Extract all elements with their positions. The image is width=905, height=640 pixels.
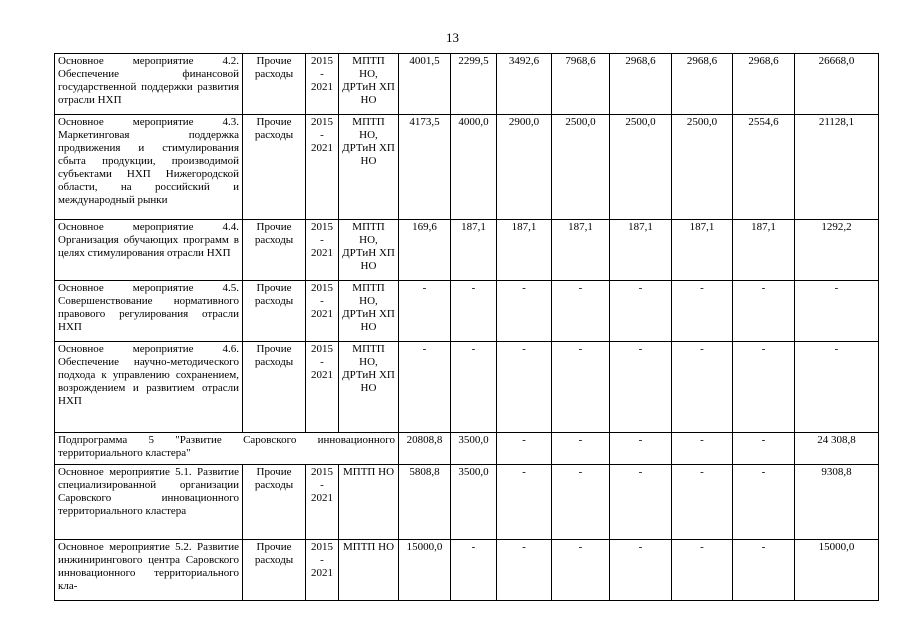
year-value-cell: 3500,0 — [451, 433, 497, 465]
budget-table — [54, 53, 879, 601]
year-value-cell: 7968,6 — [552, 54, 610, 115]
year-value-cell: 2299,5 — [451, 54, 497, 115]
total-value-cell: 9308,8 — [795, 465, 879, 540]
period-cell: 2015 - 2021 — [306, 220, 339, 281]
executor-cell: МПТП НО, ДРТиН ХП НО — [339, 281, 399, 342]
year-value-cell: 2500,0 — [552, 115, 610, 220]
year-value-cell: - — [451, 540, 497, 601]
year-value-cell: 169,6 — [399, 220, 451, 281]
year-value-cell: - — [672, 465, 733, 540]
expense-type-cell: Прочие расходы — [243, 281, 306, 342]
year-value-cell: 2900,0 — [497, 115, 552, 220]
year-value-cell: 4001,5 — [399, 54, 451, 115]
year-value-cell: - — [497, 342, 552, 433]
executor-cell: МПТП НО, ДРТиН ХП НО — [339, 54, 399, 115]
year-value-cell: - — [552, 281, 610, 342]
year-value-cell: 187,1 — [497, 220, 552, 281]
page-number: 13 — [446, 30, 459, 45]
executor-cell: МПТП НО, ДРТиН ХП НО — [339, 342, 399, 433]
year-value-cell: 187,1 — [733, 220, 795, 281]
year-value-cell: - — [399, 281, 451, 342]
measure-row — [55, 220, 879, 281]
measure-row — [55, 540, 879, 601]
year-value-cell: - — [399, 342, 451, 433]
measure-row — [55, 342, 879, 433]
year-value-cell: 2968,6 — [672, 54, 733, 115]
year-value-cell: - — [552, 342, 610, 433]
measure-row — [55, 115, 879, 220]
year-value-cell: - — [497, 465, 552, 540]
period-cell: 2015 - 2021 — [306, 54, 339, 115]
total-value-cell: 15000,0 — [795, 540, 879, 601]
year-value-cell: - — [610, 465, 672, 540]
year-value-cell: 2500,0 — [610, 115, 672, 220]
measure-row — [55, 54, 879, 115]
expense-type-cell: Прочие расходы — [243, 342, 306, 433]
year-value-cell: 15000,0 — [399, 540, 451, 601]
year-value-cell: - — [610, 433, 672, 465]
measure-name-cell: Основное мероприятие 4.3. Маркетинговая поддержка продвижения и стимулирования сбыта продукции, производимой субъектами НХП Нижегородской области, на российский и международный рынки — [55, 115, 243, 220]
year-value-cell: 2500,0 — [672, 115, 733, 220]
total-value-cell: 21128,1 — [795, 115, 879, 220]
expense-type-cell: Прочие расходы — [243, 115, 306, 220]
year-value-cell: - — [497, 281, 552, 342]
year-value-cell: 2968,6 — [610, 54, 672, 115]
year-value-cell: - — [610, 342, 672, 433]
year-value-cell: - — [451, 281, 497, 342]
year-value-cell: 187,1 — [672, 220, 733, 281]
year-value-cell: - — [733, 281, 795, 342]
year-value-cell: 187,1 — [552, 220, 610, 281]
year-value-cell: 4000,0 — [451, 115, 497, 220]
expense-type-cell: Прочие расходы — [243, 465, 306, 540]
period-cell: 2015 - 2021 — [306, 281, 339, 342]
year-value-cell: - — [497, 540, 552, 601]
year-value-cell: - — [733, 465, 795, 540]
total-value-cell: 26668,0 — [795, 54, 879, 115]
total-value-cell: 1292,2 — [795, 220, 879, 281]
measure-name-cell: Основное мероприятие 4.6. Обеспечение научно-методического подхода к управлению сохранением, возрождением и развитием отрасли НХП — [55, 342, 243, 433]
total-value-cell: - — [795, 342, 879, 433]
year-value-cell: 2968,6 — [733, 54, 795, 115]
executor-cell: МПТП НО — [339, 465, 399, 540]
measure-name-cell: Основное мероприятие 4.4. Организация обучающих программ в целях стимулирования отрасли НХП — [55, 220, 243, 281]
year-value-cell: - — [552, 433, 610, 465]
executor-cell: МПТП НО — [339, 540, 399, 601]
year-value-cell: - — [610, 281, 672, 342]
year-value-cell: - — [672, 342, 733, 433]
year-value-cell: 187,1 — [610, 220, 672, 281]
year-value-cell: 187,1 — [451, 220, 497, 281]
year-value-cell: 2554,6 — [733, 115, 795, 220]
expense-type-cell: Прочие расходы — [243, 220, 306, 281]
measure-name-cell: Основное мероприятие 5.2. Развитие инжинирингового центра Саровского инновационного территориального кла- — [55, 540, 243, 601]
year-value-cell: 3492,6 — [497, 54, 552, 115]
year-value-cell: - — [552, 465, 610, 540]
year-value-cell: 3500,0 — [451, 465, 497, 540]
year-value-cell: - — [451, 342, 497, 433]
year-value-cell: - — [672, 540, 733, 601]
year-value-cell: - — [672, 281, 733, 342]
year-value-cell: - — [610, 540, 672, 601]
total-value-cell: - — [795, 281, 879, 342]
subprogram-name-cell: Подпрограмма 5 "Развитие Саровского инновационного территориального кластера" — [55, 433, 399, 465]
measure-row — [55, 465, 879, 540]
year-value-cell: 20808,8 — [399, 433, 451, 465]
year-value-cell: - — [552, 540, 610, 601]
executor-cell: МПТП НО, ДРТиН ХП НО — [339, 220, 399, 281]
total-value-cell: 24 308,8 — [795, 433, 879, 465]
measure-name-cell: Основное мероприятие 4.5. Совершенствование нормативного правового регулирования отрасли НХП — [55, 281, 243, 342]
period-cell: 2015 - 2021 — [306, 540, 339, 601]
period-cell: 2015 - 2021 — [306, 465, 339, 540]
table-body — [55, 54, 879, 601]
year-value-cell: - — [497, 433, 552, 465]
executor-cell: МПТП НО, ДРТиН ХП НО — [339, 115, 399, 220]
year-value-cell: 5808,8 — [399, 465, 451, 540]
period-cell: 2015 - 2021 — [306, 115, 339, 220]
expense-type-cell: Прочие расходы — [243, 540, 306, 601]
expense-type-cell: Прочие расходы — [243, 54, 306, 115]
year-value-cell: - — [672, 433, 733, 465]
period-cell: 2015 - 2021 — [306, 342, 339, 433]
year-value-cell: - — [733, 540, 795, 601]
year-value-cell: - — [733, 433, 795, 465]
year-value-cell: 4173,5 — [399, 115, 451, 220]
measure-name-cell: Основное мероприятие 4.2. Обеспечение финансовой государственной поддержки развития отрасли НХП — [55, 54, 243, 115]
measure-name-cell: Основное мероприятие 5.1. Развитие специализированной организации Саровского инновационного территориального кластера — [55, 465, 243, 540]
subprogram-row — [55, 433, 879, 465]
measure-row — [55, 281, 879, 342]
year-value-cell: - — [733, 342, 795, 433]
